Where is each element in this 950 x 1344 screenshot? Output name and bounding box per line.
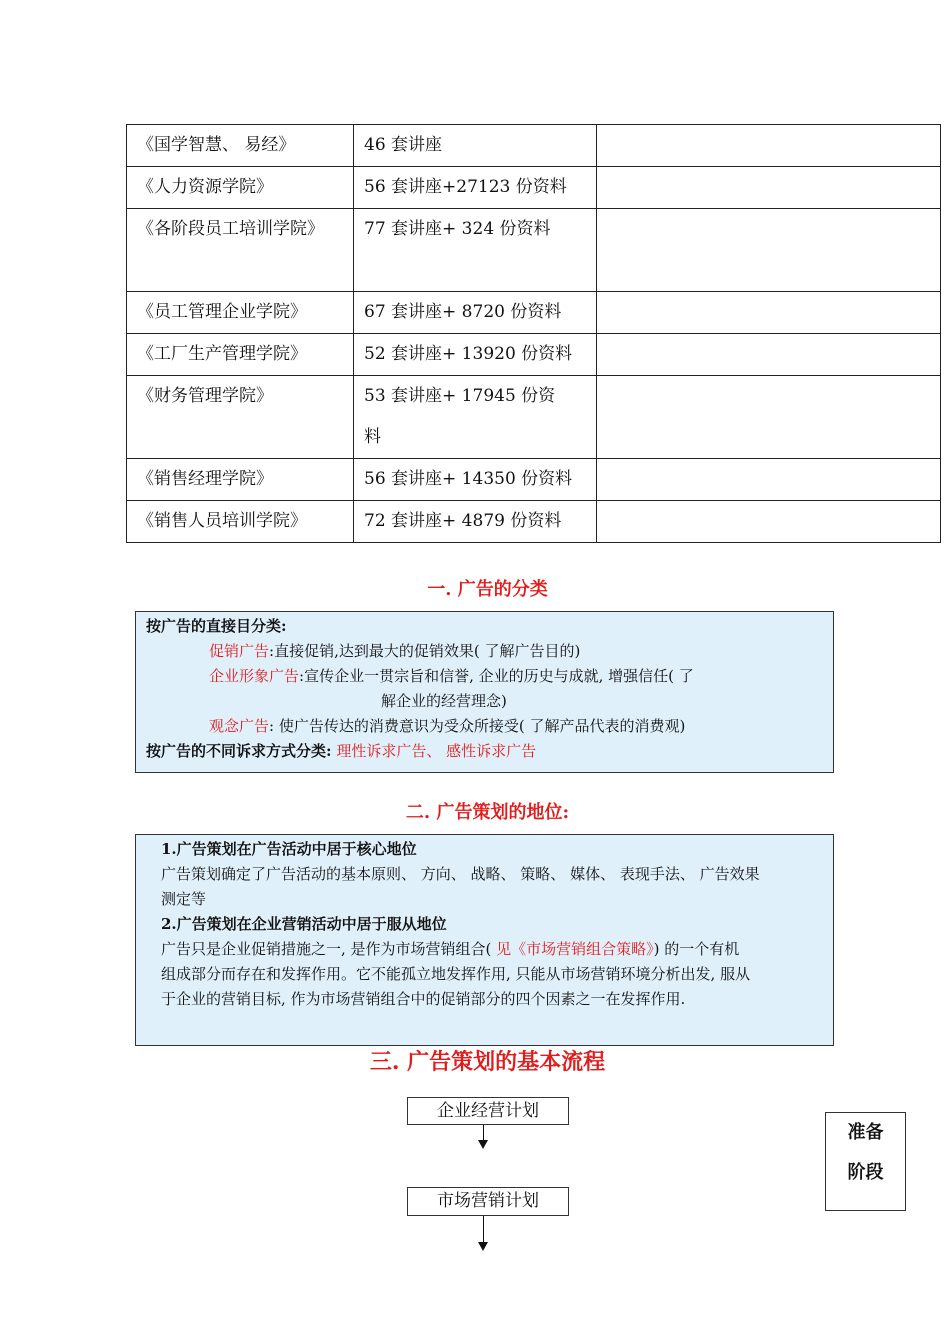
- classification-item: [146, 714, 833, 739]
- course-name: 《国学智慧、 易经》: [127, 125, 354, 167]
- table-row: [127, 376, 941, 459]
- point2-heading: 2.广告策划在企业营销活动中居于服从地位: [161, 915, 447, 933]
- course-name: 《工厂生产管理学院》: [127, 334, 354, 376]
- course-content: 46 套讲座: [354, 125, 597, 167]
- section2-title: 二. 广告策划的地位:: [405, 802, 570, 823]
- table-row: [127, 209, 941, 292]
- course-name: 《各阶段员工培训学院》: [127, 209, 354, 292]
- table-row: [127, 459, 941, 501]
- item-term: 企业形象广告: [209, 667, 300, 685]
- appeal-values: 理性诉求广告、 感性诉求广告: [331, 742, 537, 760]
- item-desc: : 使广告传达的消费意识为受众所接受( 了解产品代表的消费观): [269, 717, 686, 735]
- ad-planning-status-box: [135, 834, 834, 1046]
- flow-step-marketing-plan: 市场营销计划: [407, 1187, 569, 1216]
- course-extra: [597, 334, 941, 376]
- course-extra: [597, 501, 941, 543]
- marketing-mix-link[interactable]: 见《市场营销组合策略》: [491, 940, 654, 958]
- appeal-heading: 按广告的不同诉求方式分类:: [146, 742, 332, 760]
- point2-text-line: 于企业的营销目标, 作为市场营销组合中的促销部分的四个因素之一在发挥作用.: [161, 990, 686, 1008]
- direct-classification-heading: 按广告的直接目分类:: [146, 617, 287, 635]
- course-extra: [597, 125, 941, 167]
- course-name: 《人力资源学院》: [127, 167, 354, 209]
- section3-title: 三. 广告策划的基本流程: [369, 1049, 606, 1075]
- course-table: [126, 124, 941, 543]
- course-content: 56 套讲座+ 14350 份资料: [354, 459, 597, 501]
- table-row: [127, 125, 941, 167]
- point2-text-line: 组成部分而存在和发挥作用。它不能孤立地发挥作用, 只能从市场营销环境分析出发, 服从: [161, 965, 751, 983]
- item-desc: :直接促销,达到最大的促销效果( 了解广告目的): [269, 642, 581, 660]
- table-row: [127, 334, 941, 376]
- stage-label-line: 阶段: [847, 1162, 884, 1183]
- course-name: 《员工管理企业学院》: [127, 292, 354, 334]
- course-content: 56 套讲座+27123 份资料: [354, 167, 597, 209]
- flow-step-business-plan: 企业经营计划: [407, 1097, 569, 1125]
- table-row: [127, 292, 941, 334]
- point1-heading: 1.广告策划在广告活动中居于核心地位: [161, 840, 417, 858]
- course-extra: [597, 209, 941, 292]
- preparation-stage-box: [825, 1112, 906, 1211]
- course-name: 《销售经理学院》: [127, 459, 354, 501]
- course-content: 67 套讲座+ 8720 份资料: [354, 292, 597, 334]
- item-continuation: 解企业的经营理念): [381, 692, 507, 710]
- course-extra: [597, 167, 941, 209]
- flow-arrow: [483, 1216, 484, 1249]
- table-row: [127, 501, 941, 543]
- item-desc: :宣传企业一贯宗旨和信誉, 企业的历史与成就, 增强信任( 了: [299, 667, 694, 685]
- item-term: 观念广告: [209, 717, 270, 735]
- course-content: 77 套讲座+ 324 份资料: [354, 209, 597, 292]
- point1-text-line: 测定等: [161, 890, 207, 908]
- ad-classification-box: [135, 611, 834, 773]
- classification-item: [146, 639, 833, 664]
- course-content: 72 套讲座+ 4879 份资料: [354, 501, 597, 543]
- point2-text-line: [161, 937, 827, 962]
- point2-pre: 广告只是企业促销措施之一, 是作为市场营销组合(: [161, 940, 492, 958]
- course-content: 53 套讲座+ 17945 份资料: [354, 376, 597, 459]
- table-row: [127, 167, 941, 209]
- course-extra: [597, 376, 941, 459]
- item-term: 促销广告: [209, 642, 270, 660]
- point2-post: ) 的一个有机: [653, 940, 740, 958]
- classification-item: [146, 664, 833, 689]
- flow-arrow: [483, 1125, 484, 1147]
- course-extra: [597, 459, 941, 501]
- appeal-classification: [146, 739, 833, 764]
- stage-label-line: 准备: [847, 1122, 884, 1143]
- section1-title: 一. 广告的分类: [427, 579, 548, 600]
- point1-text-line: 广告策划确定了广告活动的基本原则、 方向、 战略、 策略、 媒体、 表现手法、 广告效果: [161, 865, 760, 883]
- course-content: 52 套讲座+ 13920 份资料: [354, 334, 597, 376]
- course-name: 《财务管理学院》: [127, 376, 354, 459]
- course-name: 《销售人员培训学院》: [127, 501, 354, 543]
- course-extra: [597, 292, 941, 334]
